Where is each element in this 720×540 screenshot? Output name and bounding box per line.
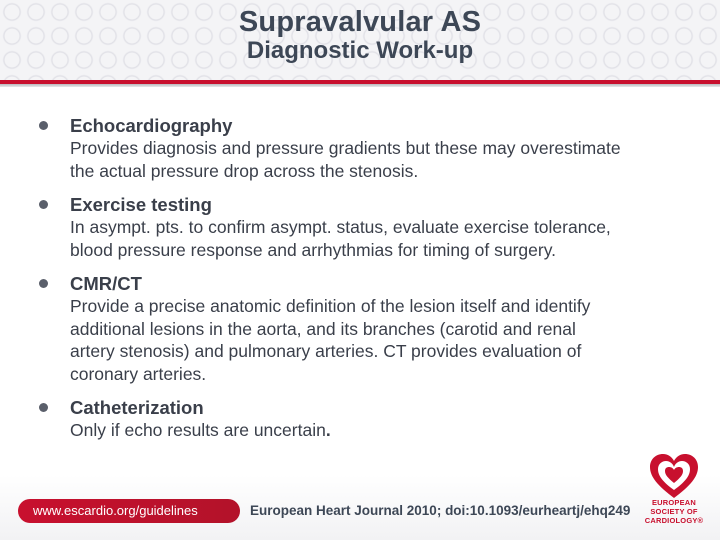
logo-line: CARDIOLOGY® bbox=[644, 516, 704, 525]
slide-subtitle: Diagnostic Work-up bbox=[246, 37, 474, 64]
item-title: CMR/CT bbox=[70, 273, 142, 294]
list-item-catheterization bbox=[70, 396, 710, 442]
header-divider-shadow bbox=[0, 84, 720, 87]
item-title: Exercise testing bbox=[70, 194, 212, 215]
slide-title: Supravalvular AS bbox=[238, 6, 482, 38]
esc-logo-text bbox=[638, 498, 710, 525]
item-description bbox=[70, 419, 710, 442]
item-title: Echocardiography bbox=[70, 115, 233, 136]
bullet-list bbox=[70, 114, 710, 453]
item-description: Provides diagnosis and pressure gradients but these may overestimate the actual pressure drop across the stenosis. bbox=[70, 138, 621, 181]
esc-logo bbox=[638, 452, 710, 534]
item-description: Provide a precise anatomic definition of the lesion itself and identify additional lesions in the aorta, and its branches (carotid and renal artery stenosis) and pulmonary arteries. CT provides evaluation of coronary arteries. bbox=[70, 296, 591, 384]
title-block bbox=[0, 6, 720, 64]
item-title: Catheterization bbox=[70, 397, 204, 418]
esc-heart-logo-icon bbox=[648, 452, 700, 500]
list-item-cmr-ct bbox=[70, 272, 710, 385]
slide-header bbox=[0, 0, 720, 84]
bullet-dot-icon bbox=[39, 200, 48, 209]
item-description: In asympt. pts. to confirm asympt. status, evaluate exercise tolerance, blood pressure response and arrhythmias for timing of surgery. bbox=[70, 217, 611, 260]
item-description-end: . bbox=[325, 420, 331, 440]
list-item-echocardiography bbox=[70, 114, 710, 182]
list-item-exercise-testing bbox=[70, 193, 710, 261]
citation-text: European Heart Journal 2010; doi:10.1093/eurheartj/ehq249 bbox=[250, 503, 631, 518]
guidelines-link[interactable]: www.escardio.org/guidelines bbox=[33, 503, 198, 518]
logo-line: EUROPEAN bbox=[651, 498, 697, 507]
bullet-dot-icon bbox=[39, 403, 48, 412]
item-description-text: Only if echo results are uncertain bbox=[70, 420, 326, 440]
bullet-dot-icon bbox=[39, 279, 48, 288]
logo-line: SOCIETY OF bbox=[650, 507, 698, 516]
bullet-dot-icon bbox=[39, 121, 48, 130]
